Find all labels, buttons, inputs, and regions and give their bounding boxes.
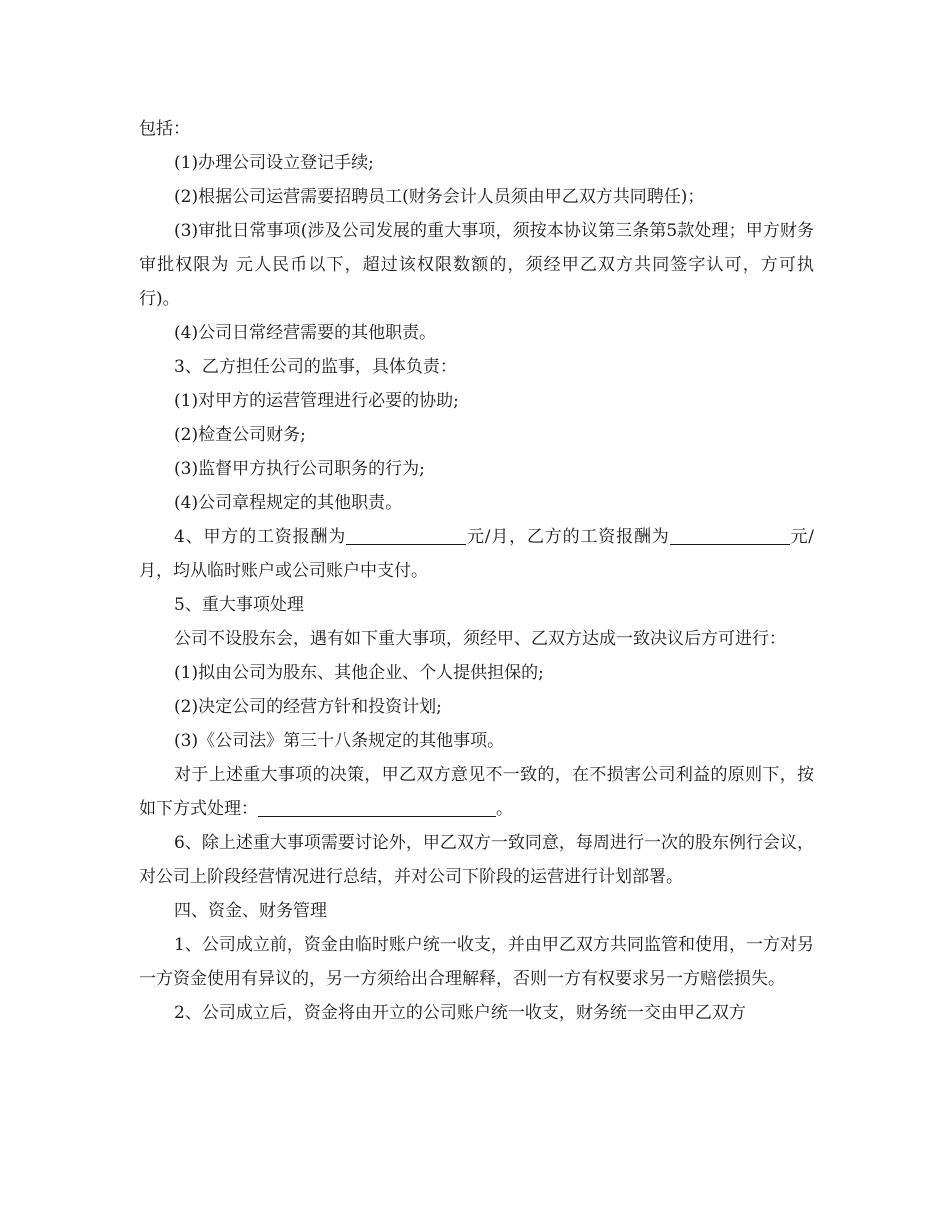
- paragraph-supervisor-item-1: (1)对甲方的运营管理进行必要的协助;: [174, 391, 459, 411]
- salary-text-part-2: 元/月，乙方的工资报酬为: [466, 527, 670, 547]
- disagreement-text: 对于上述重大事项的决策，甲乙双方意见不一致的，在不损害公司利益的原则下，按如下方式处理：: [139, 765, 814, 819]
- disagreement-method-blank[interactable]: [258, 796, 496, 817]
- paragraph-major-item-3: (3)《公司法》第三十八条规定的其他事项。: [174, 731, 505, 751]
- paragraph-finance-before-establishment: 1、公司成立前，资金由临时账户统一收支，并由甲乙双方共同监管和使用，一方对另一方资金使用有异议的，另一方须给出合理解释，否则一方有权要求另一方赔偿损失。: [139, 935, 814, 989]
- paragraph-clause-3-supervisor: 3、乙方担任公司的监事，具体负责：: [174, 357, 457, 377]
- paragraph-major-item-2: (2)决定公司的经营方针和投资计划;: [174, 697, 442, 717]
- paragraph-major-item-1: (1)拟由公司为股东、其他企业、个人提供担保的;: [174, 663, 544, 683]
- paragraph-item-2-hiring: (2)根据公司运营需要招聘员工(财务会计人员须由甲乙双方共同聘任)；: [174, 187, 705, 207]
- paragraph-including: 包括：: [139, 119, 190, 139]
- paragraph-disagreement-handling: [139, 758, 814, 826]
- paragraph-clause-6-weekly-meeting: 6、除上述重大事项需要讨论外，甲乙双方一致同意，每周进行一次的股东例行会议，对公司上阶段经营情况进行总结，并对公司下阶段的运营进行计划部署。: [139, 833, 814, 887]
- salary-party-a-blank[interactable]: [346, 524, 466, 545]
- paragraph-supervisor-item-3: (3)监督甲方执行公司职务的行为;: [174, 459, 425, 479]
- paragraph-supervisor-item-2: (2)检查公司财务;: [174, 425, 306, 445]
- paragraph-supervisor-item-4: (4)公司章程规定的其他职责。: [174, 493, 403, 513]
- salary-text-part-1: 4、甲方的工资报酬为: [174, 527, 347, 547]
- paragraph-item-4-other-duties: (4)公司日常经营需要的其他职责。: [174, 323, 437, 343]
- salary-party-b-blank[interactable]: [670, 524, 790, 545]
- paragraph-finance-after-establishment: 2、公司成立后，资金将由开立的公司账户统一收支，财务统一交由甲乙双方: [174, 1003, 746, 1023]
- disagreement-period: 。: [496, 799, 513, 819]
- paragraph-item-1-registration: (1)办理公司设立登记手续;: [174, 153, 374, 173]
- paragraph-item-3-approval: (3)审批日常事项(涉及公司发展的重大事项，须按本协议第三条第5款处理；甲方财务审批权限为 元人民币以下，超过该权限数额的，须经甲乙双方共同签字认可，方可执行)。: [139, 221, 814, 309]
- salary-text-part-3: 元/月，均从临时账户或公司账户中支付。: [139, 527, 814, 581]
- document-page: [139, 112, 814, 1030]
- section-heading-finance: 四、资金、财务管理: [174, 901, 327, 921]
- paragraph-no-shareholders-meeting: 公司不设股东会，遇有如下重大事项，须经甲、乙双方达成一致决议后方可进行：: [174, 629, 786, 649]
- paragraph-clause-4-salary: [139, 520, 814, 588]
- paragraph-clause-5-major-matters: 5、重大事项处理: [174, 595, 304, 615]
